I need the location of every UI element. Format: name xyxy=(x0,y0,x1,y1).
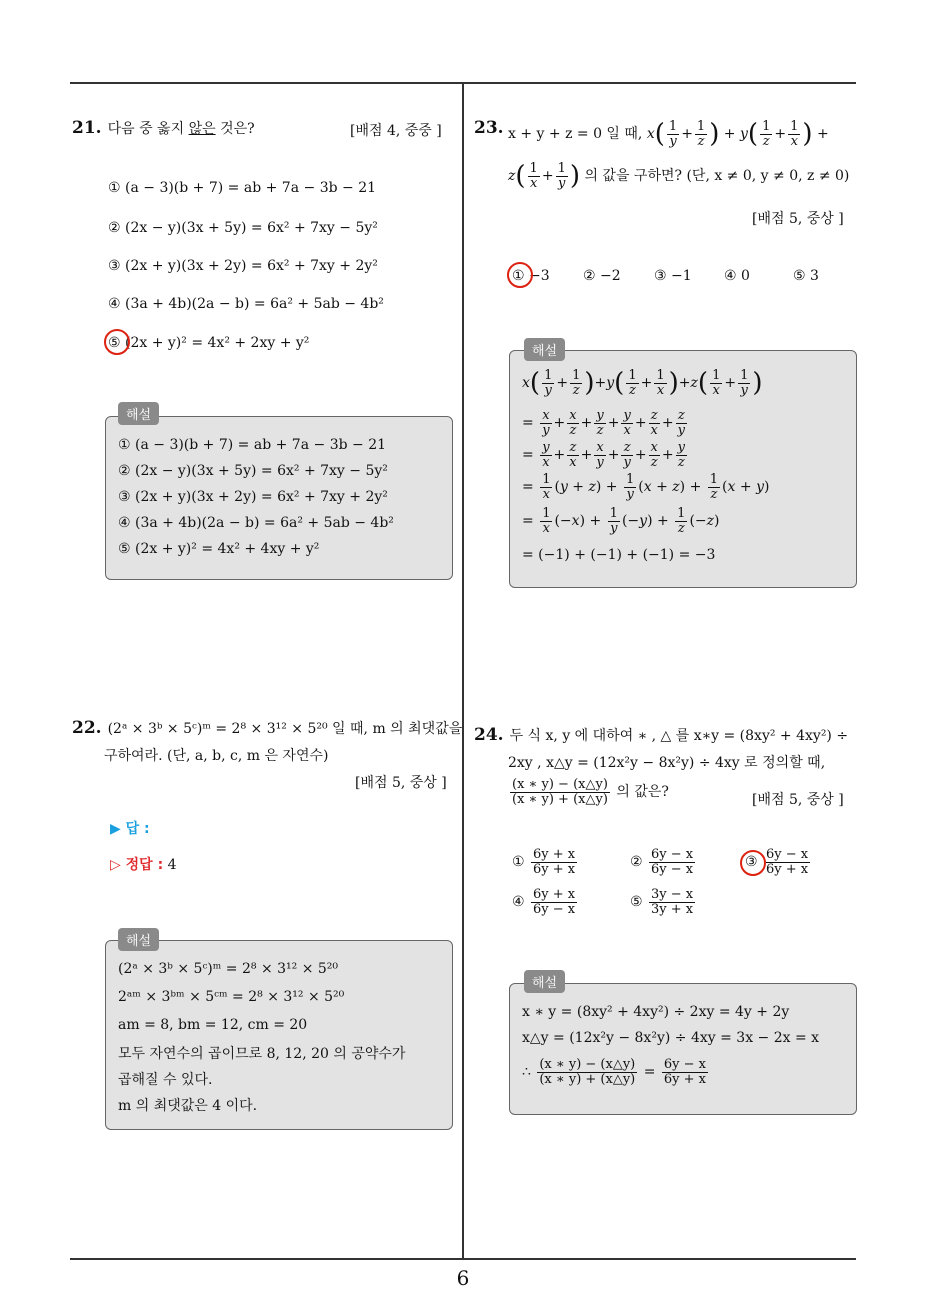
center-divider xyxy=(462,83,464,1259)
q24-sol-result-den: 6y + x xyxy=(663,1071,707,1087)
q24-option-4[interactable] xyxy=(512,888,579,916)
q22-sol-3: am = 8, bm = 12, cm = 20 xyxy=(118,1017,308,1033)
q22-line1: (2ᵃ × 3ᵇ × 5ᶜ)ᵐ = 2⁸ × 3¹² × 5²⁰ 일 때, m 의 최댓값을 xyxy=(107,721,463,737)
q24-option-2-mark: ② xyxy=(630,854,643,871)
q24-option-1-mark: ① xyxy=(512,854,525,871)
q24-frac-den: (x ∗ y) + (x△y) xyxy=(512,791,608,807)
q23-sol-3: = $\frac{y}{x}$ + $\frac{z}{x}$ + $\frac{x}{y}$ + $\frac{z}{y}$ + $\frac{x}{z}$ + $\frac{y}{z}$ xyxy=(522,440,685,470)
q21-option-3[interactable]: ③ (2x + y)(3x + 2y) = 6x² + 7xy + 2y² xyxy=(108,258,378,274)
q22-meta: [배점 5, 중상 ] xyxy=(355,775,447,791)
q24-meta: [배점 5, 중상 ] xyxy=(752,792,844,808)
q24-line3-tail: 의 값은? xyxy=(616,784,669,801)
page-number: 6 xyxy=(456,1266,470,1290)
q21-option-1[interactable]: ① (a − 3)(b + 7) = ab + 7a − 3b − 21 xyxy=(108,180,377,196)
q21-solution-box xyxy=(105,416,453,580)
q24-option-5-mark: ⑤ xyxy=(630,894,643,911)
q24-option-2-den: 6y − x xyxy=(651,861,694,877)
q24-option-3-num: 6y − x xyxy=(766,847,809,862)
q22-correct-row xyxy=(110,854,177,874)
q24-option-1-den: 6y + x xyxy=(533,861,576,877)
q23-solution-tag: 해설 xyxy=(524,338,565,361)
q23-option-5[interactable]: ⑤ 3 xyxy=(793,268,819,284)
q22-sol-2: 2ᵃᵐ × 3ᵇᵐ × 5ᶜᵐ = 2⁸ × 3¹² × 5²⁰ xyxy=(118,989,345,1005)
q23-meta: [배점 5, 중상 ] xyxy=(752,211,844,227)
q21-sol-4: ④ (3a + 4b)(2a − b) = 6a² + 5ab − 4b² xyxy=(118,515,394,531)
q21-meta: [배점 4, 중중 ] xyxy=(350,123,442,139)
q24-sol-2: x△y = (12x²y − 8x²y) ÷ 4xy = 3x − 2x = x xyxy=(522,1030,820,1046)
q24-frac-num: (x ∗ y) − (x△y) xyxy=(512,777,608,792)
q21-text-post: 것은? xyxy=(215,121,255,137)
q23-sol-6: = (−1) + (−1) + (−1) = −3 xyxy=(522,547,716,563)
q22-header xyxy=(72,718,462,738)
q24-answer-circle xyxy=(740,850,766,876)
q24-sol-3: ∴ $\frac{(x ∗ y) - (x\triangle y)}{(x ∗ y) + (x\triangle y)}$ = $\frac{6y - x}{6y + x}$ xyxy=(522,1057,707,1087)
q23-option-2[interactable]: ② −2 xyxy=(583,268,621,284)
q24-option-4-mark: ④ xyxy=(512,894,525,911)
q21-option-5[interactable]: ⑤ (2x + y)² = 4x² + 2xy + y² xyxy=(108,335,310,351)
q22-correct-value: 4 xyxy=(167,857,177,873)
q23-sol-2: = $\frac{x}{y}$ + $\frac{x}{z}$ + $\frac{y}{z}$ + $\frac{y}{x}$ + $\frac{z}{x}$ + $\frac{z}{y}$ xyxy=(522,408,685,438)
q23-answer-circle xyxy=(507,262,533,288)
q24-option-1-num: 6y + x xyxy=(533,847,576,862)
q22-sol-6: m 의 최댓값은 4 이다. xyxy=(118,1098,258,1114)
q22-line2: 구하여라. (단, a, b, c, m 은 자연수) xyxy=(104,748,329,764)
q23-tail: 의 값을 구하면? (단, x ≠ 0, y ≠ 0, z ≠ 0) xyxy=(584,168,850,185)
q23-number: 23. xyxy=(474,118,504,138)
q24-number: 24. xyxy=(474,725,504,745)
q22-correct-label: ▷ 정답 : xyxy=(110,857,164,873)
q24-line1: 두 식 x, y 에 대하여 ∗ , △ 를 x∗y = (8xy² + 4xy²) ÷ xyxy=(509,728,849,744)
q24-line3 xyxy=(508,778,669,806)
q24-sol-result-num: 6y − x xyxy=(663,1057,707,1072)
q21-header xyxy=(72,118,255,138)
q24-option-3-den: 6y + x xyxy=(766,861,809,877)
q22-number: 22. xyxy=(72,718,102,738)
q21-sol-2: ② (2x − y)(3x + 5y) = 6x² + 7xy − 5y² xyxy=(118,463,388,479)
q24-solution-box xyxy=(509,983,857,1115)
q23-option-3[interactable]: ③ −1 xyxy=(654,268,692,284)
q21-answer-circle xyxy=(104,329,130,355)
q22-sol-5: 곱해질 수 있다. xyxy=(118,1072,213,1088)
q23-option-4[interactable]: ④ 0 xyxy=(724,268,750,284)
q23-option-1[interactable]: ① −3 xyxy=(512,268,550,284)
q22-solution-tag: 해설 xyxy=(118,928,159,951)
q24-solution-tag: 해설 xyxy=(524,970,565,993)
q24-header xyxy=(474,725,848,745)
q22-sol-4: 모두 자연수의 곱이므로 8, 12, 20 의 공약수가 xyxy=(118,1046,406,1062)
q24-sol-1: x ∗ y = (8xy² + 4xy²) ÷ 2xy = 4y + 2y xyxy=(522,1004,790,1020)
q22-answer-label: ▶ 답 : xyxy=(110,821,150,837)
q24-option-1[interactable] xyxy=(512,848,579,876)
q24-option-2-num: 6y − x xyxy=(651,847,694,862)
q22-solution-box xyxy=(105,940,453,1130)
q21-solution-tag: 해설 xyxy=(118,402,159,425)
q24-option-4-num: 6y + x xyxy=(533,887,576,902)
q24-option-5-num: 3y − x xyxy=(651,887,694,902)
q23-header xyxy=(474,118,510,138)
q21-option-4[interactable]: ④ (3a + 4b)(2a − b) = 6a² + 5ab − 4b² xyxy=(108,296,384,312)
q21-text-pre: 다음 중 옳지 xyxy=(107,121,189,137)
q24-option-5-den: 3y + x xyxy=(651,901,694,917)
q24-sol-frac-den: (x ∗ y) + (x△y) xyxy=(539,1071,636,1087)
q24-option-4-den: 6y − x xyxy=(533,901,576,917)
q24-option-3-mark: ③ xyxy=(745,854,758,871)
q21-number: 21. xyxy=(72,118,102,138)
q23-condition: x + y + z = 0 일 때, xyxy=(508,126,643,143)
q24-option-5[interactable] xyxy=(630,888,697,916)
q22-sol-1: (2ᵃ × 3ᵇ × 5ᶜ)ᵐ = 2⁸ × 3¹² × 5²⁰ xyxy=(118,961,339,977)
q21-text-underlined: 않은 xyxy=(188,121,216,137)
q21-sol-1: ① (a − 3)(b + 7) = ab + 7a − 3b − 21 xyxy=(118,437,387,453)
q23-solution-box xyxy=(509,350,857,588)
bottom-rule xyxy=(70,1258,856,1260)
q24-line2: 2xy , x△y = (12x²y − 8x²y) ÷ 4xy 로 정의할 때, xyxy=(508,755,826,771)
q23-sol-4: = $\frac{1}{x}$ (y + z) + $\frac{1}{y}$ (x + z) + $\frac{1}{z}$ (x + y) xyxy=(522,472,770,502)
q23-expression-2: z( $\frac{1}{x}$ + $\frac{1}{y}$ ) 의 값을 구하면? (단, x ≠ 0, y ≠ 0, z ≠ 0) xyxy=(508,161,850,192)
q23-sol-5: = $\frac{1}{x}$ (−x) + $\frac{1}{y}$ (−y) + $\frac{1}{z}$ (−z) xyxy=(522,506,720,536)
q21-sol-3: ③ (2x + y)(3x + 2y) = 6x² + 7xy + 2y² xyxy=(118,489,388,505)
q21-sol-5: ⑤ (2x + y)² = 4x² + 4xy + y² xyxy=(118,541,320,557)
q21-option-2[interactable]: ② (2x − y)(3x + 5y) = 6x² + 7xy − 5y² xyxy=(108,220,378,236)
q24-option-2[interactable] xyxy=(630,848,697,876)
q23-sol-1: x( $\frac{1}{y}$ + $\frac{1}{z}$ )+y( $\frac{1}{z}$ + $\frac{1}{x}$ )+z( $\frac{1}{x}$ + $\frac{1}{y}$ ) xyxy=(522,368,763,399)
q24-sol-frac-num: (x ∗ y) − (x△y) xyxy=(539,1057,636,1072)
q23-expression: x + y + z = 0 일 때, x( $\frac{1}{y}$ + $\frac{1}{z}$ ) + y( $\frac{1}{z}$ + $\frac{1}{x}$ ) + xyxy=(508,119,829,150)
